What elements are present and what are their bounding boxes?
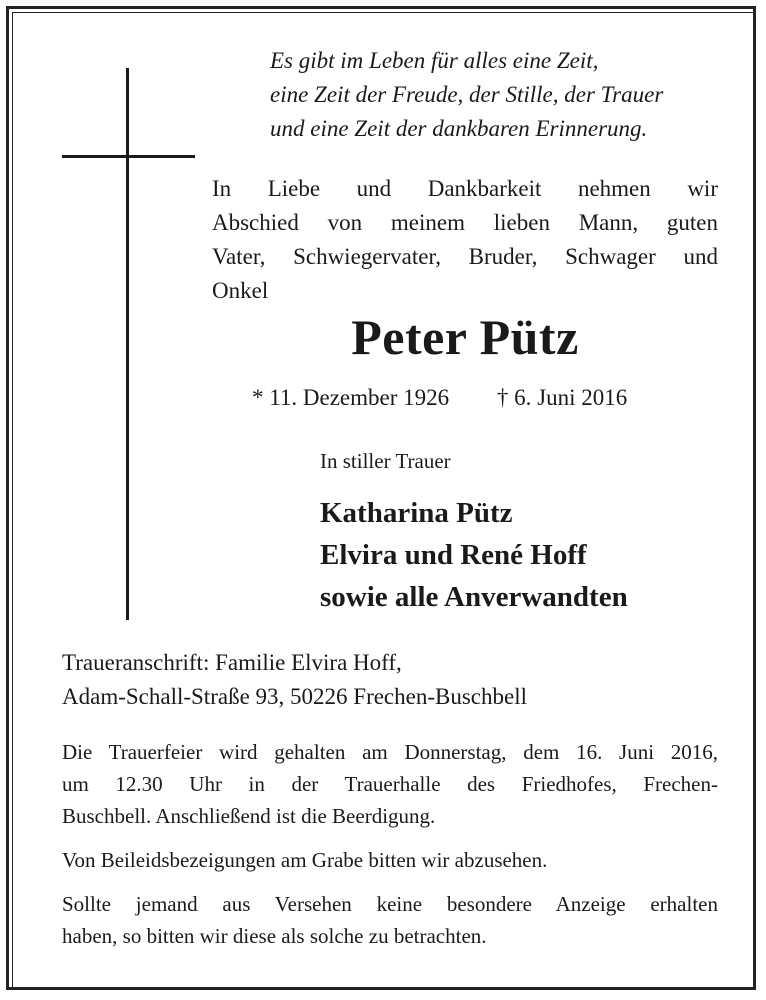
cross-vertical-bar	[126, 68, 129, 620]
notice-line: Sollte jemand aus Versehen keine besondere Anzeige erhalten	[62, 892, 718, 916]
cross-horizontal-bar	[62, 155, 195, 158]
funeral-info	[62, 736, 718, 964]
signer-name: Elvira und René Hoff	[320, 539, 587, 571]
ceremony-paragraph	[62, 736, 718, 832]
intro-text	[212, 172, 718, 308]
signer-name: sowie alle Anverwandten	[320, 581, 628, 613]
signer-name: Katharina Pütz	[320, 497, 513, 529]
intro-line: In Liebe und Dankbarkeit nehmen wir	[212, 176, 718, 201]
condolences-paragraph: Von Beileidsbezeigungen am Grabe bitten wir abzusehen.	[62, 848, 548, 872]
mourning-address	[62, 646, 527, 714]
life-dates	[252, 385, 722, 411]
notice-line: haben, so bitten wir diese als solche zu betrachten.	[62, 924, 487, 948]
intro-line: Abschied von meinem lieben Mann, guten	[212, 210, 718, 235]
motto-verse	[270, 44, 740, 146]
address-line: Adam-Schall-Straße 93, 50226 Frechen-Buschbell	[62, 684, 527, 709]
intro-line: Vater, Schwiegervater, Bruder, Schwager und	[212, 244, 718, 269]
mourning-label: In stiller Trauer	[320, 449, 451, 473]
motto-line: Es gibt im Leben für alles eine Zeit,	[270, 48, 599, 73]
birth-date: * 11. Dezember 1926	[252, 385, 450, 410]
motto-line: eine Zeit der Freude, der Stille, der Trauer	[270, 82, 664, 107]
signers-list	[320, 492, 628, 618]
intro-line: Onkel	[212, 278, 269, 303]
notice-paragraph	[62, 888, 718, 952]
deceased-name: Peter Pütz	[351, 309, 579, 365]
motto-line: und eine Zeit der dankbaren Erinnerung.	[270, 116, 648, 141]
address-line: Traueranschrift: Familie Elvira Hoff,	[62, 650, 402, 675]
death-date: † 6. Juni 2016	[496, 385, 628, 410]
ceremony-line: Die Trauerfeier wird gehalten am Donnerstag, dem 16. Juni 2016,	[62, 740, 718, 764]
ceremony-line: um 12.30 Uhr in der Trauerhalle des Friedhofes, Frechen-	[62, 772, 718, 796]
ceremony-line: Buschbell. Anschließend ist die Beerdigung.	[62, 804, 436, 828]
